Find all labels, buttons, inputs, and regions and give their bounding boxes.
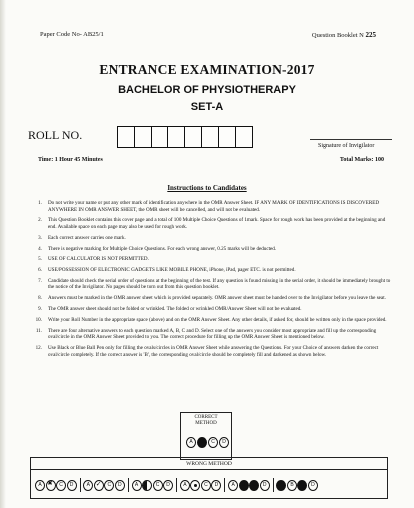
roll-number-boxes[interactable] xyxy=(117,126,252,148)
instruction-number: 6. xyxy=(38,267,42,274)
correct-method-label-line2: METHOD xyxy=(195,420,217,426)
instruction-item xyxy=(28,267,392,274)
answer-oval-d: D xyxy=(67,480,77,491)
instruction-number: 10. xyxy=(35,316,42,323)
wrong-method-set xyxy=(132,480,174,491)
answer-oval-d: D xyxy=(260,480,270,491)
answer-oval-a: A xyxy=(186,437,196,448)
instruction-text: There is negative marking for Multiple Choice Questions. For each wrong answer, 0.25 marks will be deducted. xyxy=(48,245,277,252)
instruction-item xyxy=(28,295,392,302)
answer-oval-b: B xyxy=(287,480,297,491)
wrong-method-divider xyxy=(31,469,387,470)
correct-method-label xyxy=(181,415,231,426)
instruction-number: 8. xyxy=(38,295,42,302)
answer-oval-d: D xyxy=(115,480,125,491)
instruction-item xyxy=(28,235,392,242)
answer-oval-b xyxy=(94,480,104,491)
paper-code: Paper Code No- AB25/1 xyxy=(40,31,104,38)
answer-oval-c: C xyxy=(104,480,114,491)
wrong-method-set xyxy=(276,480,318,491)
answer-oval-d: D xyxy=(219,437,229,448)
instruction-number: 9. xyxy=(38,306,42,313)
answer-oval-b xyxy=(142,480,152,491)
instruction-item xyxy=(28,317,392,324)
instruction-item xyxy=(28,328,392,341)
roll-digit-box[interactable] xyxy=(134,126,152,148)
wrong-set-divider xyxy=(80,478,81,492)
wrong-method-set xyxy=(228,480,270,491)
exam-time: Time: 1 Hour 45 Minutes xyxy=(38,157,103,163)
instruction-text: Write your Roll Number in the appropriate space (above) and on the OMR Answer Sheet. Any other details, if asked for, should be written only in the space provided. xyxy=(48,316,387,323)
instruction-text: Do not write your name or put any other mark of identification anywhere in the OMR Answer Sheet. IF ANY MARK OF IDENTIFICATIONS IS DISCOVERED ANYWHERE IN OMR ANSWER SHEET, the OMR sheet will be cancelled, and will not be evaluated. xyxy=(48,200,380,213)
instruction-text: USE OF CALCULATOR IS NOT PERMITTED. xyxy=(48,256,149,263)
booklet-number xyxy=(312,31,376,39)
instruction-item xyxy=(28,306,392,313)
instruction-text: Each correct answer carries one mark. xyxy=(48,234,126,241)
instruction-text: Use Black or Blue Ball Pen only for filling the ovals/circles in OMR Answer Sheet while answering the Questions. For your Choice of answers darken the correct oval/circle completely. If the correct answer is 'B', the corresponding oval/circle should be completely fill and darkened as shown below. xyxy=(48,344,379,358)
answer-oval-c: C xyxy=(153,480,163,491)
answer-oval-a: A xyxy=(83,480,93,491)
instruction-text: The OMR answer sheet should not be folded or wrinkled. The folded or wrinkled OMR/Answer Sheet will not be evaluated. xyxy=(48,306,302,313)
correct-method-label-line1: CORRECT xyxy=(194,415,218,420)
instruction-number: 1. xyxy=(38,200,42,206)
answer-oval-c: C xyxy=(201,480,211,491)
answer-oval-c: C xyxy=(249,480,259,491)
wrong-set-divider xyxy=(273,478,274,492)
instruction-number: 7. xyxy=(38,277,42,284)
signature-line xyxy=(310,139,392,140)
answer-oval-a: A xyxy=(276,480,286,491)
roll-digit-box[interactable] xyxy=(117,126,135,148)
answer-oval-c: C xyxy=(297,480,307,491)
answer-oval-a: A xyxy=(35,480,45,491)
instruction-number: 12. xyxy=(35,344,42,351)
instruction-text: USE/POSSESSION OF ELECTRONIC GADGETS LIKE MOBILE PHONE, iPhone, iPad, pager ETC. is not permitted. xyxy=(48,267,296,274)
booklet-label: Question Booklet N xyxy=(311,32,366,39)
instruction-text: This Question Booklet contains this cover page and a total of 100 Multiple Choice Questions of 1mark. Space for rough work has been provided at the beginning and end. Available space on each page may also be used for rough work. xyxy=(48,217,386,230)
wrong-set-divider xyxy=(128,478,129,492)
exam-title: ENTRANCE EXAMINATION-2017 xyxy=(99,62,315,77)
instruction-text: There are four alternative answers to each question marked A, B, C and D. Select one of the answers you consider most appropriate and fill up the corresponding oval/circle in the OMR Answer Sheet provided to you. The correct procedure for filling up the OMR Answer Sheet is mentioned below. xyxy=(48,327,377,341)
answer-oval-b: B xyxy=(197,437,207,448)
roll-number-label: ROLL NO. xyxy=(28,128,83,142)
answer-oval-c: C xyxy=(208,437,218,448)
total-marks: Total Marks: 100 xyxy=(339,157,384,163)
booklet-number-value: 225 xyxy=(365,31,376,39)
instruction-number: 2. xyxy=(38,217,42,224)
instruction-number: 4. xyxy=(38,245,42,252)
instructions-list xyxy=(28,200,392,362)
instruction-number: 11. xyxy=(35,327,42,334)
answer-oval-a: A xyxy=(132,480,142,491)
roll-digit-box[interactable] xyxy=(167,126,185,148)
correct-method-ovals xyxy=(186,437,229,448)
instruction-item xyxy=(28,345,392,358)
answer-oval-c: C xyxy=(56,480,66,491)
instruction-number: 3. xyxy=(38,234,42,241)
answer-oval-a: A xyxy=(180,480,190,491)
roll-digit-box[interactable] xyxy=(184,126,202,148)
instruction-number: 5. xyxy=(38,256,42,263)
roll-digit-box[interactable] xyxy=(235,126,253,148)
instruction-item xyxy=(28,217,392,230)
wrong-set-divider xyxy=(176,478,177,492)
answer-oval-d: D xyxy=(163,480,173,491)
answer-oval-b: B xyxy=(239,480,249,491)
correct-method-box xyxy=(180,412,232,460)
set-title: SET-A xyxy=(190,101,224,113)
roll-digit-box[interactable] xyxy=(218,126,236,148)
wrong-method-ovals xyxy=(35,478,318,492)
instruction-text: Candidate should check the serial order of questions at the beginning of the test. If any question is found missing in the serial order, it should be immediately brought to the notice of the Invigilator. No pages should be torn out from this question booklet. xyxy=(48,277,391,291)
answer-oval-d: D xyxy=(211,480,221,491)
wrong-method-set xyxy=(180,480,222,491)
answer-oval-d: D xyxy=(308,480,318,491)
instructions-heading: Instructions to Candidates xyxy=(167,184,247,192)
wrong-method-set xyxy=(83,480,125,491)
roll-digit-box[interactable] xyxy=(201,126,219,148)
wrong-method-box xyxy=(30,457,388,499)
answer-oval-b xyxy=(46,480,56,491)
instruction-item xyxy=(28,200,392,213)
instruction-item xyxy=(28,278,392,291)
signature-label: Signature of Invigilator xyxy=(318,143,375,149)
wrong-method-label: WRONG METHOD xyxy=(186,461,232,467)
instruction-text: Answers must be marked in the OMR answer sheet which is provided separately. OMR answer sheet must be handed over to the Invigilator before you leave the seat. xyxy=(48,295,386,302)
instruction-item xyxy=(28,246,392,253)
answer-oval-a: A xyxy=(228,480,238,491)
course-title: BACHELOR OF PHYSIOTHERAPY xyxy=(118,84,296,96)
instruction-item xyxy=(28,256,392,263)
wrong-method-set xyxy=(35,480,77,491)
answer-oval-b xyxy=(190,480,200,491)
roll-digit-box[interactable] xyxy=(151,126,169,148)
wrong-set-divider xyxy=(224,478,225,492)
